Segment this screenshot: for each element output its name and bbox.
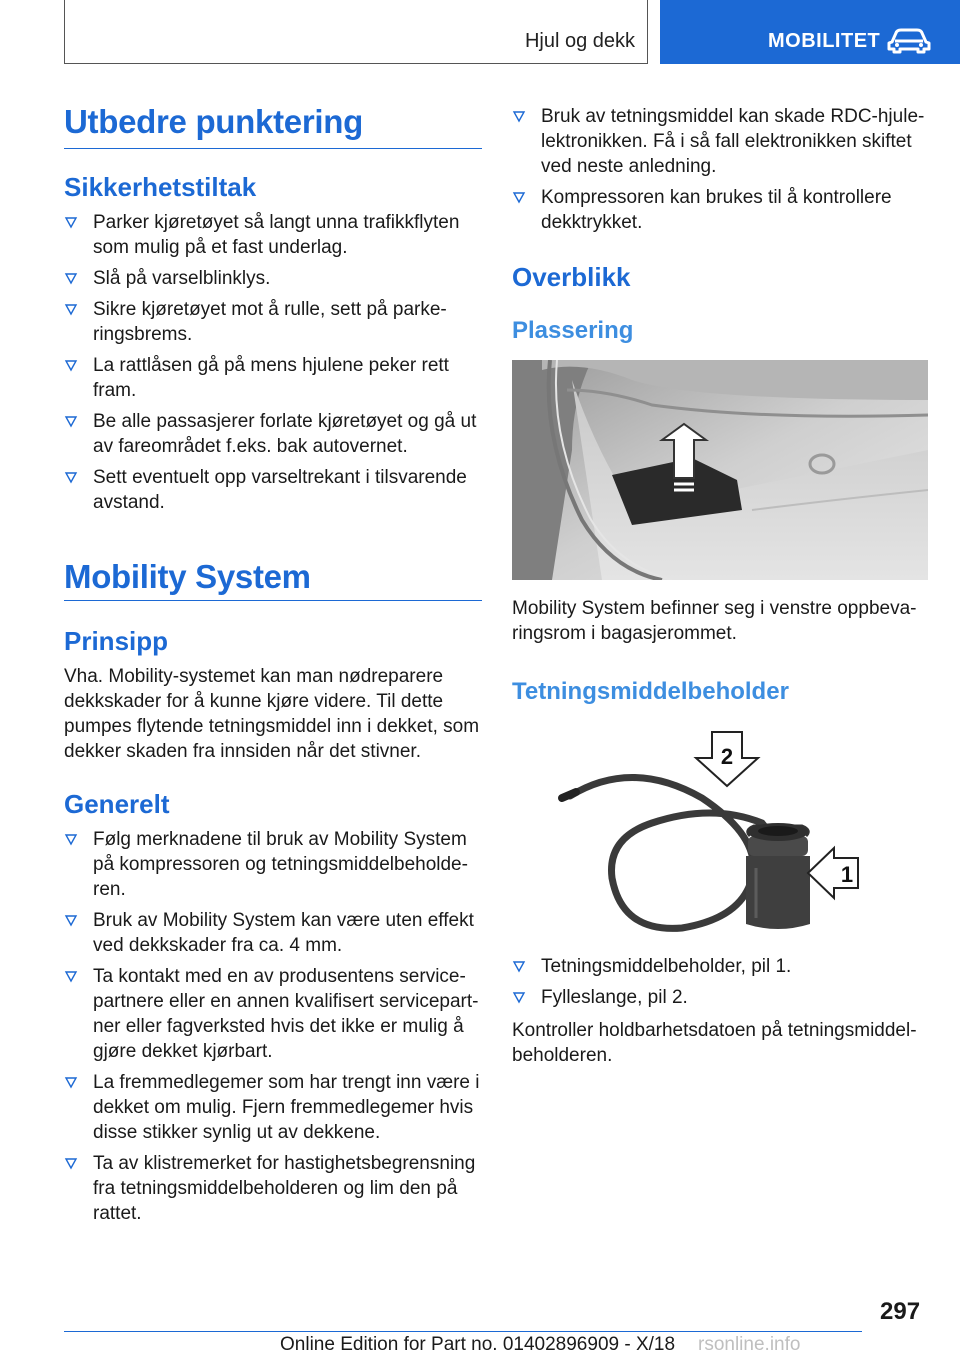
- location-caption: Mobility System befinner seg i venstre oppbevaringsrom i bagasjerommet.: [512, 598, 917, 644]
- triangle-bullet-icon: [64, 1156, 78, 1170]
- triangle-bullet-icon: [64, 969, 78, 983]
- footer-watermark: rsonline.info: [698, 1334, 801, 1355]
- list-item: Følg merknadene til bruk av Mobility System på kompressoren og tetningsmiddelbeholderen.: [64, 827, 482, 902]
- triangle-bullet-icon: [64, 1075, 78, 1089]
- list-item: Bruk av tetningsmiddel kan skade RDC-hjulelektronikken. Få i så fall elektronikken skiftet ved neste anledning.: [512, 104, 932, 179]
- sealant-container-image: [512, 728, 932, 938]
- arrow-label-1: 1: [840, 862, 854, 887]
- heading-principle: Prinsipp: [64, 626, 169, 656]
- list-item: La fremmedlegemer som har trengt inn være i dekket om mulig. Fjern fremmedlegemer hvis disse stikker synlig ut av dekkene.: [64, 1070, 482, 1145]
- arrow-label-2: 2: [720, 744, 734, 769]
- list-item: Sett eventuelt opp varseltrekant i tilsvarende avstand.: [64, 465, 482, 515]
- page-number: 297: [880, 1298, 921, 1325]
- title-mobility-system: Mobility System: [64, 558, 311, 595]
- triangle-bullet-icon: [512, 959, 526, 973]
- header-chapter-label: MOBILITET: [768, 30, 881, 52]
- list-item: Bruk av Mobility System kan være uten effekt ved dekkskader fra ca. 4 mm.: [64, 908, 482, 958]
- container-note: Kontroller holdbarhetsdatoen på tetningsmiddelbeholderen.: [512, 1020, 917, 1066]
- list-item: Tetningsmiddelbeholder, pil 1.: [512, 954, 932, 979]
- list-item: Fylleslange, pil 2.: [512, 985, 932, 1010]
- triangle-bullet-icon: [64, 215, 78, 229]
- triangle-bullet-icon: [512, 109, 526, 123]
- triangle-bullet-icon: [64, 414, 78, 428]
- list-item: Kompressoren kan brukes til å kontrollere dekktrykket.: [512, 185, 932, 235]
- list-item: Parker kjøretøyet så langt unna trafikkflyten som mulig på et fast underlag.: [64, 210, 482, 260]
- safety-list: [64, 210, 482, 521]
- title-rule: [64, 600, 482, 601]
- title-rule: [64, 148, 482, 149]
- list-item: La rattlåsen gå på mens hjulene peker rett fram.: [64, 353, 482, 403]
- footer-edition: Online Edition for Part no. 01402896909 - X/18: [280, 1334, 676, 1355]
- list-item: Be alle passasjerer forlate kjøretøyet og gå ut av fareområdet f.eks. bak autovernet.: [64, 409, 482, 459]
- list-item: Ta kontakt med en av produsentens servicepartnere eller en annen kvalifisert servicepartner eller fagverksted hvis det ikke er mulig å gjøre dekket kjørbart.: [64, 964, 482, 1064]
- title-repair-puncture: Utbedre punktering: [64, 103, 363, 140]
- heading-safety: Sikkerhetstiltak: [64, 172, 257, 202]
- triangle-bullet-icon: [64, 358, 78, 372]
- container-list: [512, 954, 932, 1016]
- rdc-list: [512, 104, 932, 241]
- general-list: [64, 827, 482, 1232]
- car-icon: [886, 26, 932, 59]
- heading-general: Generelt: [64, 789, 170, 819]
- list-item: Ta av klistremerket for hastighetsbegrensning fra tetningsmiddelbeholderen og lim den på rattet.: [64, 1151, 482, 1226]
- heading-sealant-container: Tetningsmiddelbeholder: [512, 678, 789, 705]
- header-section-box: [64, 0, 648, 64]
- header-chapter-tab[interactable]: [660, 0, 960, 64]
- list-item: Sikre kjøretøyet mot å rulle, sett på parkeringsbrems.: [64, 297, 482, 347]
- heading-location: Plassering: [512, 317, 634, 344]
- trunk-location-image: [512, 360, 928, 580]
- principle-text: Vha. Mobility-systemet kan man nødreparere dekkskader for å kunne kjøre videre. Til dette pumpes flytende tetningsmiddel inn i dekket, som dekker skaden fra innsiden når det stivner.: [64, 666, 480, 762]
- triangle-bullet-icon: [512, 990, 526, 1004]
- triangle-bullet-icon: [64, 302, 78, 316]
- header-section-title: Hjul og dekk: [524, 30, 635, 52]
- triangle-bullet-icon: [512, 190, 526, 204]
- triangle-bullet-icon: [64, 913, 78, 927]
- triangle-bullet-icon: [64, 271, 78, 285]
- footer-rule: [64, 1331, 862, 1332]
- triangle-bullet-icon: [64, 470, 78, 484]
- triangle-bullet-icon: [64, 832, 78, 846]
- list-item: Slå på varselblinklys.: [64, 266, 482, 291]
- heading-overview: Overblikk: [512, 262, 631, 292]
